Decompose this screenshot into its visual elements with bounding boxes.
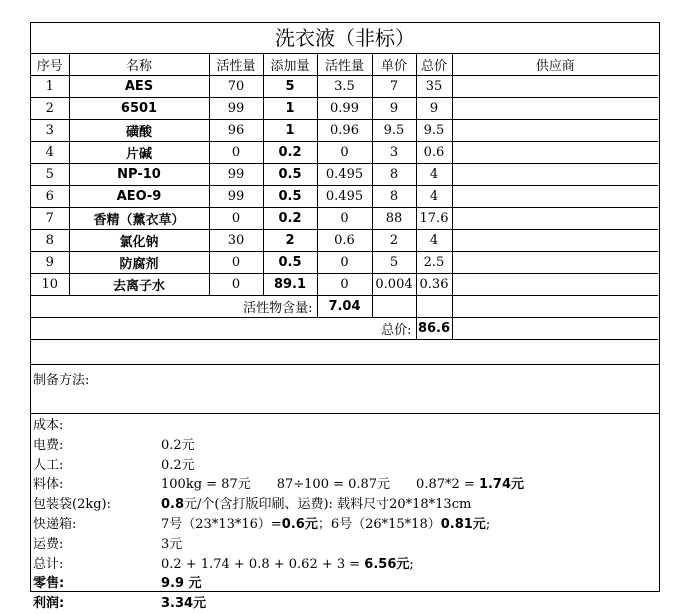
cell-name[interactable]: 磺酸 xyxy=(69,120,209,142)
cell-name[interactable]: AES xyxy=(69,76,209,98)
cell-active-amount[interactable]: 0 xyxy=(317,274,372,296)
empty-cell[interactable] xyxy=(372,296,416,318)
cell-active[interactable]: 96 xyxy=(209,120,263,142)
cell-add[interactable]: 0.5 xyxy=(263,186,317,208)
formula-table xyxy=(31,53,658,340)
cell-no[interactable]: 9 xyxy=(31,252,69,274)
cell-add[interactable]: 0.5 xyxy=(263,164,317,186)
header-active-amount[interactable]: 活性量 xyxy=(317,54,372,76)
cell-active[interactable]: 99 xyxy=(209,186,263,208)
cell-supplier[interactable] xyxy=(452,120,658,142)
box-label: 快递箱: xyxy=(33,516,77,532)
retail-value: 9.9 元 xyxy=(161,576,202,592)
cell-active[interactable]: 0 xyxy=(209,142,263,164)
bag-price: 0.8 xyxy=(161,497,185,513)
table-row xyxy=(31,230,658,252)
active-content-value[interactable]: 7.04 xyxy=(317,296,372,318)
electric-value: 0.2元 xyxy=(161,437,195,453)
cell-unit-price[interactable]: 88 xyxy=(372,208,416,230)
table-row xyxy=(31,120,658,142)
header-name[interactable]: 名称 xyxy=(69,54,209,76)
material-text: 100kg = 87元 87÷100 = 0.87元 0.87*2 = xyxy=(161,477,479,493)
cell-no[interactable]: 1 xyxy=(31,76,69,98)
cell-no[interactable]: 3 xyxy=(31,120,69,142)
table-row xyxy=(31,274,658,296)
cell-no[interactable]: 7 xyxy=(31,208,69,230)
sheet-title: 洗衣液（非标） xyxy=(31,23,659,54)
cell-add[interactable]: 1 xyxy=(263,98,317,120)
cell-total[interactable]: 17.6 xyxy=(416,208,452,230)
sum-tail: ; xyxy=(409,556,414,572)
table-row xyxy=(31,208,658,230)
sum-text: 0.2 + 1.74 + 0.8 + 0.62 + 3 = xyxy=(161,556,365,572)
cell-add[interactable]: 1 xyxy=(263,120,317,142)
active-content-row xyxy=(31,296,658,318)
total-price-value[interactable]: 86.6 xyxy=(416,318,452,340)
cell-total[interactable]: 2.5 xyxy=(416,252,452,274)
cell-active-amount[interactable]: 0.495 xyxy=(317,164,372,186)
bag-value xyxy=(161,495,471,515)
method-section[interactable] xyxy=(31,364,659,414)
header-total[interactable]: 总价 xyxy=(416,54,452,76)
cell-add[interactable]: 0.2 xyxy=(263,142,317,164)
cell-supplier[interactable] xyxy=(452,76,658,98)
cell-active-amount[interactable]: 0 xyxy=(317,142,372,164)
cell-supplier[interactable] xyxy=(452,208,658,230)
cell-unit-price[interactable]: 9 xyxy=(372,98,416,120)
labor-label: 人工: xyxy=(33,457,64,473)
bag-text: 元/个(含打版印刷、运费): 载料尺寸20*18*13cm xyxy=(184,497,472,513)
cell-active[interactable]: 30 xyxy=(209,230,263,252)
cell-supplier[interactable] xyxy=(452,230,658,252)
material-total: 1.74元 xyxy=(478,477,525,493)
cell-unit-price[interactable]: 2 xyxy=(372,230,416,252)
box-value xyxy=(161,515,490,535)
box-text-2: ；6号（26*15*18） xyxy=(317,516,441,532)
cell-no[interactable]: 5 xyxy=(31,164,69,186)
table-row xyxy=(31,252,658,274)
box-price-1: 0.6元 xyxy=(281,516,318,532)
box-price-2: 0.81元 xyxy=(440,516,486,532)
cell-unit-price[interactable]: 9.5 xyxy=(372,120,416,142)
header-no[interactable]: 序号 xyxy=(31,54,69,76)
sum-label: 总计: xyxy=(33,556,64,572)
cell-total[interactable]: 9 xyxy=(416,98,452,120)
header-unit-price[interactable]: 单价 xyxy=(372,54,416,76)
sum-total: 6.56元 xyxy=(364,556,410,572)
cell-unit-price[interactable]: 8 xyxy=(372,164,416,186)
cell-active-amount[interactable]: 0.99 xyxy=(317,98,372,120)
cell-no[interactable]: 2 xyxy=(31,98,69,120)
retail-label: 零售: xyxy=(33,576,65,592)
material-value xyxy=(161,475,524,495)
active-content-label[interactable]: 活性物含量: xyxy=(31,296,317,318)
method-label: 制备方法: xyxy=(33,373,90,388)
bag-label: 包装袋(2kg): xyxy=(33,497,111,513)
empty-cell[interactable] xyxy=(416,296,452,318)
cell-name[interactable]: 去离子水 xyxy=(69,274,209,296)
cell-no[interactable]: 8 xyxy=(31,230,69,252)
cell-total[interactable]: 9.5 xyxy=(416,120,452,142)
cell-name[interactable]: 6501 xyxy=(69,98,209,120)
cell-no[interactable]: 6 xyxy=(31,186,69,208)
table-row xyxy=(31,186,658,208)
cell-active[interactable]: 0 xyxy=(209,274,263,296)
total-price-row xyxy=(31,318,658,340)
box-text-3: ; xyxy=(485,516,491,532)
cell-supplier[interactable] xyxy=(452,186,658,208)
cell-active[interactable]: 99 xyxy=(209,164,263,186)
cell-unit-price[interactable]: 7 xyxy=(372,76,416,98)
cell-active[interactable]: 99 xyxy=(209,98,263,120)
cell-add[interactable]: 89.1 xyxy=(263,274,317,296)
spreadsheet xyxy=(30,22,660,612)
cost-section xyxy=(31,416,659,614)
cell-supplier[interactable] xyxy=(452,164,658,186)
cell-active-amount[interactable]: 0.6 xyxy=(317,230,372,252)
cost-title: 成本: xyxy=(33,418,64,433)
cell-active[interactable]: 0 xyxy=(209,208,263,230)
header-add[interactable]: 添加量 xyxy=(263,54,317,76)
cell-add[interactable]: 0.2 xyxy=(263,208,317,230)
cell-total[interactable]: 4 xyxy=(416,186,452,208)
cell-active-amount[interactable]: 0.96 xyxy=(317,120,372,142)
cell-add[interactable]: 0.5 xyxy=(263,252,317,274)
cell-name[interactable]: 防腐剂 xyxy=(69,252,209,274)
profit-value: 3.34元 xyxy=(161,596,207,612)
box-text-1: 7号（23*13*16）= xyxy=(161,516,282,532)
freight-value: 3元 xyxy=(161,536,183,552)
cell-supplier[interactable] xyxy=(452,142,658,164)
cell-total[interactable]: 4 xyxy=(416,164,452,186)
cell-unit-price[interactable]: 0.004 xyxy=(372,274,416,296)
cell-unit-price[interactable]: 3 xyxy=(372,142,416,164)
table-row xyxy=(31,142,658,164)
electric-label: 电费: xyxy=(33,437,64,453)
freight-label: 运费: xyxy=(33,536,64,552)
cell-supplier[interactable] xyxy=(452,98,658,120)
cell-no[interactable]: 10 xyxy=(31,274,69,296)
header-row xyxy=(31,54,658,76)
cell-name[interactable]: AEO-9 xyxy=(69,186,209,208)
cell-total[interactable]: 0.6 xyxy=(416,142,452,164)
table-row xyxy=(31,98,658,120)
table-row xyxy=(31,76,658,98)
cell-active-amount[interactable]: 0 xyxy=(317,208,372,230)
cell-supplier[interactable] xyxy=(452,252,658,274)
cell-total[interactable]: 35 xyxy=(416,76,452,98)
header-supplier[interactable]: 供应商 xyxy=(452,54,658,76)
cell-active[interactable]: 70 xyxy=(209,76,263,98)
cell-name[interactable]: NP-10 xyxy=(69,164,209,186)
cell-add[interactable]: 5 xyxy=(263,76,317,98)
profit-label: 利润: xyxy=(33,596,65,612)
cell-active-amount[interactable]: 3.5 xyxy=(317,76,372,98)
cell-name[interactable]: 片碱 xyxy=(69,142,209,164)
cell-no[interactable]: 4 xyxy=(31,142,69,164)
cell-active-amount[interactable]: 0.495 xyxy=(317,186,372,208)
cell-unit-price[interactable]: 8 xyxy=(372,186,416,208)
cell-total[interactable]: 0.36 xyxy=(416,274,452,296)
total-price-label[interactable]: 总价: xyxy=(31,318,416,340)
cell-add[interactable]: 2 xyxy=(263,230,317,252)
cell-name[interactable]: 香精（薰衣草） xyxy=(69,208,209,230)
empty-cell[interactable] xyxy=(452,296,658,318)
labor-value: 0.2元 xyxy=(161,457,195,473)
cell-unit-price[interactable]: 5 xyxy=(372,252,416,274)
cell-active-amount[interactable]: 0 xyxy=(317,252,372,274)
cell-total[interactable]: 4 xyxy=(416,230,452,252)
cell-name[interactable]: 氯化钠 xyxy=(69,230,209,252)
empty-cell[interactable] xyxy=(452,318,658,340)
header-active[interactable]: 活性量 xyxy=(209,54,263,76)
sum-value xyxy=(161,555,414,575)
cell-active[interactable]: 0 xyxy=(209,252,263,274)
cell-supplier[interactable] xyxy=(452,274,658,296)
table-row xyxy=(31,164,658,186)
material-label: 料体: xyxy=(33,477,64,493)
